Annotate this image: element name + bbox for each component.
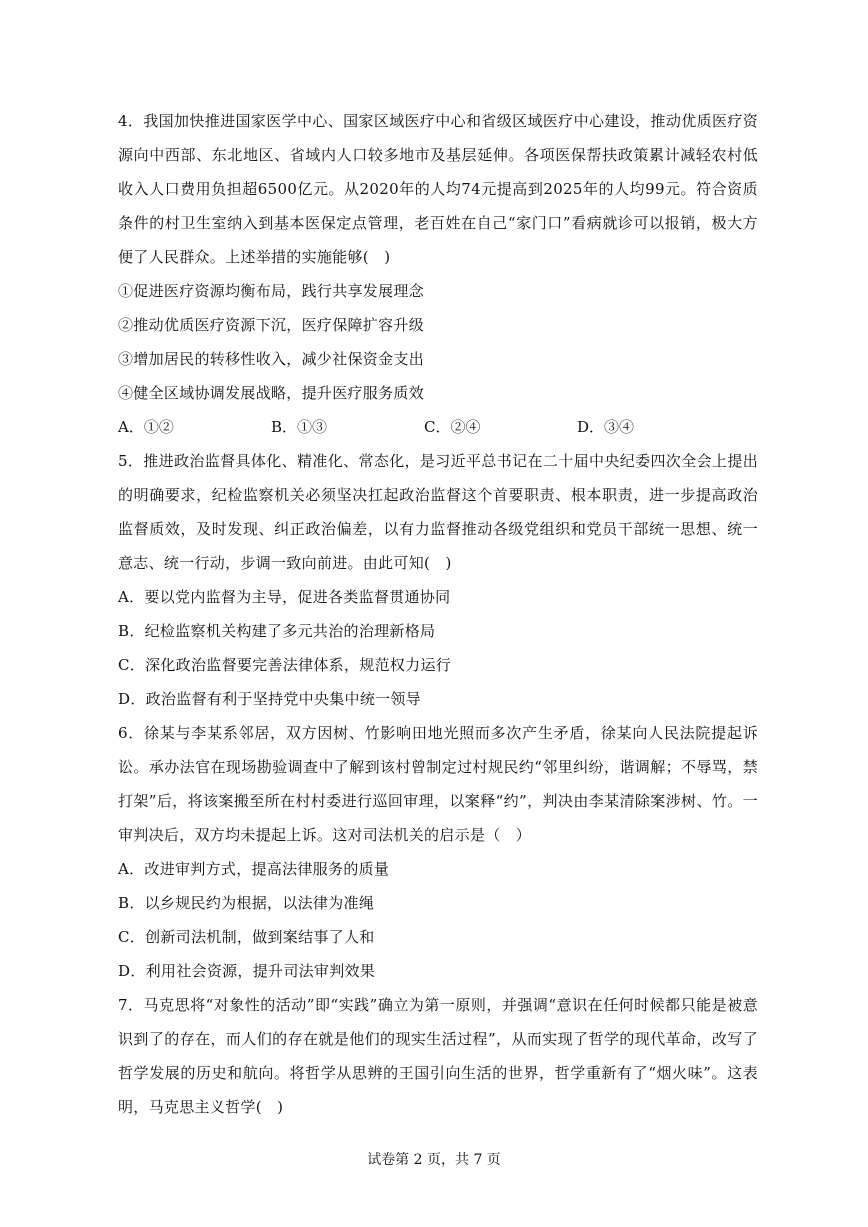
question-5-option-c: C．深化政治监督要完善法律体系，规范权力运行 — [118, 656, 452, 674]
question-4-statement-2: ②推动优质医疗资源下沉，医疗保障扩容升级 — [118, 316, 425, 334]
question-5-option-a: A．要以党内监督为主导，促进各类监督贯通协同 — [118, 588, 451, 606]
question-4-options — [118, 410, 758, 444]
question-4-option-d: D．③④ — [577, 418, 635, 436]
question-4-statement-4: ④健全区域协调发展战略，提升医疗服务质效 — [118, 384, 425, 402]
question-4-stem: 4．我国加快推进国家医学中心、国家区域医疗中心和省级区域医疗中心建设，推动优质医疗资源向中西部、东北地区、省域内人口较多地市及基层延伸。各项医保帮扶政策累计减轻农村低收入人口费用负担超6500亿元。从2020年的人均74元提高到2025年的人均99元。符合资质条件的村卫生室纳入到基本医保定点管理，老百姓在自己“家门口”看病就诊可以报销，极大方便了人民群众。上述举措的实施能够( ) — [118, 112, 758, 266]
question-6-option-d: D．利用社会资源，提升司法审判效果 — [118, 962, 376, 980]
question-4-option-b: B．①③ — [271, 418, 328, 436]
page-footer: 试卷第 2 页，共 7 页 — [367, 1152, 501, 1168]
question-5-option-d: D．政治监督有利于坚持党中央集中统一领导 — [118, 690, 422, 708]
question-4-option-c: C．②④ — [424, 418, 481, 436]
question-6-option-c: C．创新司法机制，做到案结事了人和 — [118, 928, 375, 946]
question-4-statement-3: ③增加居民的转移性收入，减少社保资金支出 — [118, 350, 425, 368]
question-4-option-a: A．①② — [118, 418, 174, 436]
question-6-option-b: B．以乡规民约为根据，以法律为准绳 — [118, 894, 375, 912]
question-4-statement-1: ①促进医疗资源均衡布局，践行共享发展理念 — [118, 282, 425, 300]
question-5-option-b: B．纪检监察机关构建了多元共治的治理新格局 — [118, 622, 436, 640]
question-6-option-a: A．改进审判方式，提高法律服务的质量 — [118, 860, 390, 878]
question-7-stem: 7．马克思将“对象性的活动”即“实践”确立为第一原则，并强调“意识在任何时候都只能是被意识到了的存在，而人们的存在就是他们的现实生活过程”，从而实现了哲学的现代革命，改写了哲学发展的历史和航向。将哲学从思辨的王国引向生活的世界，哲学重新有了“烟火味”。这表明，马克思主义哲学( ) — [118, 996, 758, 1116]
question-5-stem: 5．推进政治监督具体化、精准化、常态化，是习近平总书记在二十届中央纪委四次全会上提出的明确要求，纪检监察机关必须坚决扛起政治监督这个首要职责、根本职责，进一步提高政治监督质效，及时发现、纠正政治偏差，以有力监督推动各级党组织和党员干部统一思想、统一意志、统一行动，步调一致向前进。由此可知( ) — [118, 452, 758, 572]
exam-content — [118, 104, 758, 1124]
question-6-stem: 6．徐某与李某系邻居，双方因树、竹影响田地光照而多次产生矛盾，徐某向人民法院提起诉讼。承办法官在现场勘验调查中了解到该村曾制定过村规民约“邻里纠纷，谐调解；不辱骂，禁打架”后，将该案搬至所在村村委进行巡回审理，以案释“约”，判决由李某清除案涉树、竹。一审判决后，双方均未提起上诉。这对司法机关的启示是（ ） — [118, 724, 758, 844]
